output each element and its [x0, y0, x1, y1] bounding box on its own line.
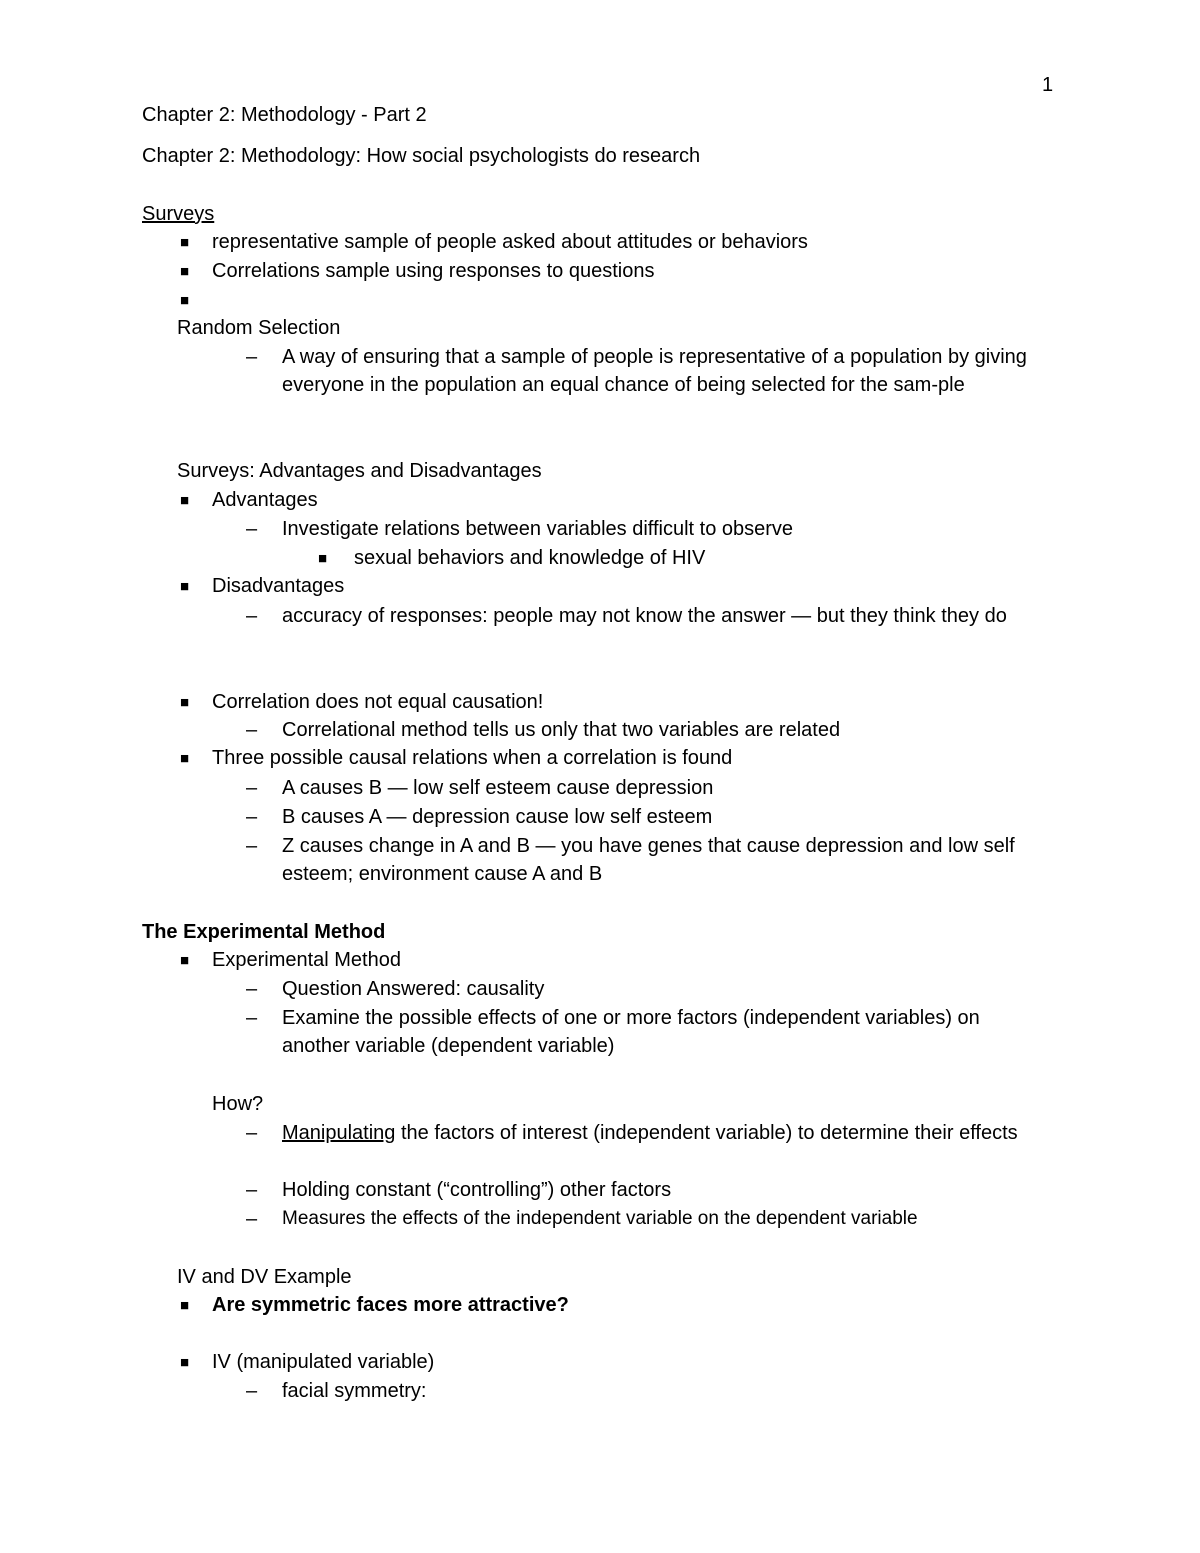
random-selection-definition: A way of ensuring that a sample of people is representative of a population by giving everyone in the population an equal chance of being selected for the sam-ple: [282, 346, 1027, 396]
list-item: Examine the possible effects of one or more factors (independent variables) on another variable (dependent variable): [282, 1007, 980, 1057]
list-item: A causes B — low self esteem cause depression: [282, 777, 714, 799]
how-label: How?: [212, 1093, 264, 1115]
manipulating-text: the factors of interest (independent variable) to determine their effects: [395, 1122, 1018, 1144]
square-bullet-icon: ■: [180, 952, 190, 969]
random-selection-label: Random Selection: [177, 317, 341, 339]
chapter-subheading: Chapter 2: Methodology: How social psychologists do research: [142, 145, 701, 167]
list-item: accuracy of responses: people may not know the answer — but they think they do: [282, 605, 1007, 627]
chapter-heading: Chapter 2: Methodology - Part 2: [142, 104, 427, 126]
list-item: IV (manipulated variable): [212, 1351, 435, 1373]
list-item: representative sample of people asked about attitudes or behaviors: [212, 231, 808, 253]
list-item: Are symmetric faces more attractive?: [212, 1294, 569, 1316]
disadvantages-label: Disadvantages: [212, 575, 345, 597]
list-item: Investigate relations between variables difficult to observe: [282, 518, 794, 540]
page-number: 1: [1042, 74, 1054, 96]
dash-bullet-icon: –: [246, 806, 258, 828]
dash-bullet-icon: –: [246, 835, 258, 857]
list-item: Question Answered: causality: [282, 978, 545, 1000]
manipulating-term: Manipulating: [282, 1122, 396, 1144]
surveys-heading: Surveys: [142, 203, 215, 225]
list-item: facial symmetry:: [282, 1380, 427, 1402]
list-item: Correlational method tells us only that two variables are related: [282, 719, 841, 741]
list-item: Measures the effects of the independent variable on the dependent variable: [282, 1208, 918, 1229]
dash-bullet-icon: –: [246, 1380, 258, 1402]
list-item: Correlations sample using responses to questions: [212, 260, 655, 282]
square-bullet-icon: ■: [180, 1354, 190, 1371]
list-item: Z causes change in A and B — you have genes that cause depression and low self esteem; environment cause A and B: [282, 835, 1015, 885]
list-item: Correlation does not equal causation!: [212, 691, 544, 713]
dash-bullet-icon: –: [246, 1179, 258, 1201]
square-bullet-icon: ■: [180, 1297, 190, 1314]
list-item: B causes A — depression cause low self esteem: [282, 806, 713, 828]
dash-bullet-icon: –: [246, 978, 258, 1000]
square-bullet-icon: ■: [180, 292, 190, 309]
square-bullet-icon: ■: [180, 578, 190, 595]
dash-bullet-icon: –: [246, 719, 258, 741]
dash-bullet-icon: –: [246, 1208, 258, 1230]
dash-bullet-icon: –: [246, 605, 258, 627]
square-bullet-icon: ■: [180, 263, 190, 280]
square-bullet-icon: ■: [180, 234, 190, 251]
advantages-disadvantages-heading: Surveys: Advantages and Disadvantages: [177, 460, 542, 482]
dash-bullet-icon: –: [246, 346, 258, 368]
square-bullet-icon: ■: [318, 550, 328, 567]
list-item: [282, 1119, 1052, 1147]
list-item: Experimental Method: [212, 949, 401, 971]
experimental-method-heading: The Experimental Method: [142, 921, 386, 943]
list-item: sexual behaviors and knowledge of HIV: [354, 547, 706, 569]
dash-bullet-icon: –: [246, 518, 258, 540]
iv-dv-heading: IV and DV Example: [177, 1266, 352, 1288]
square-bullet-icon: ■: [180, 694, 190, 711]
list-item: Holding constant (“controlling”) other factors: [282, 1179, 672, 1201]
advantages-label: Advantages: [212, 489, 318, 511]
square-bullet-icon: ■: [180, 492, 190, 509]
square-bullet-icon: ■: [180, 750, 190, 767]
list-item: Three possible causal relations when a correlation is found: [212, 747, 733, 769]
dash-bullet-icon: –: [246, 777, 258, 799]
dash-bullet-icon: –: [246, 1007, 258, 1029]
dash-bullet-icon: –: [246, 1122, 258, 1144]
